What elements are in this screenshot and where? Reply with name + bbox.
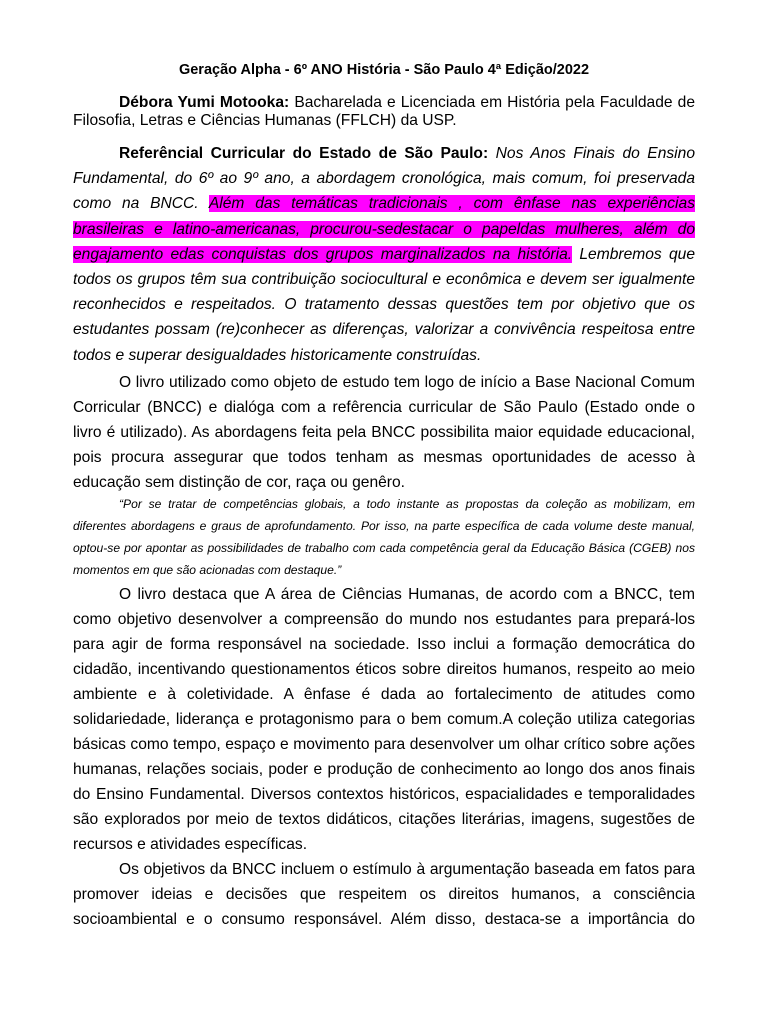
referencial-paragraph — [73, 141, 695, 368]
author-name: Débora Yumi Motooka: — [119, 94, 290, 111]
author-paragraph — [73, 94, 695, 130]
livro-paragraph: O livro utilizado como objeto de estudo tem logo de início a Base Nacional Comum Corricular (BNCC) e dialóga com a refêrencia curricular de São Paulo (Estado onde o livro é utilizado). As abordagens feita pela BNCC possibilita maior equidade educacional, pois procura assegurar que todos tenham as mesmas oportunidades de acesso à educação sem distinção de cor, raça ou genêro. — [73, 373, 695, 491]
destaca-paragraph: O livro destaca que A área de Ciências Humanas, de acordo com a BNCC, tem como objetivo desenvolver a compreensão do mundo nos estudantes para prepará-los para agir de forma responsável na sociedade. Isso inclui a formação democrática do cidadão, incentivando questionamentos éticos sobre direitos humanos, respeito ao meio ambiente e à coletividade. A ênfase é dada ao fortalecimento de atitudes como solidariedade, liderança e protagonismo para o bem comum.A coleção utiliza categorias básicas como tempo, espaço e movimento para desenvolver um olhar crítico sobre ações humanas, relações sociais, poder e produção de conhecimento ao longo dos anos finais do Ensino Fundamental. Diversos contextos históricos, espacialidades e temporalidades são explorados por meio de textos didáticos, citações literárias, imagens, sugestões de recursos e atividades específicas. — [73, 585, 695, 853]
highlighted-text: Além das temáticas tradicionais , com ênfase nas experiências brasileiras e latino-americanas, procurou-sedestacar o papeldas mulheres, além do engajamento edas conquistas dos grupos marginalizados na história. — [73, 195, 695, 263]
referencial-intro: Nos Anos Finais do Ensino Fundamental, do 6º ao 9º ano, a abordagem cronológica, mais comum, foi preservada como na BNCC. — [73, 145, 695, 213]
document-title: Geração Alpha - 6º ANO História - São Paulo 4ª Edição/2022 — [178, 62, 590, 78]
document-page — [73, 62, 695, 932]
author-bio: Bacharelada e Licenciada em História pela Faculdade de Filosofia, Letras e Ciências Humanas (FFLCH) da USP. — [73, 94, 696, 129]
objetivos-paragraph: Os objetivos da BNCC incluem o estímulo à argumentação baseada em fatos para promover ideias e decisões que respeitem os direitos humanos, a consciência socioambiental e o consumo responsável. Além disso, destaca-se a importância do — [73, 860, 695, 928]
referencial-heading: Referêncial Curricular do Estado de São Paulo: — [119, 145, 489, 162]
block-quote: “Por se tratar de competências globais, a todo instante as propostas da coleção as mobilizam, em diferentes abordagens e graus de aprofundamento. Por isso, na parte específica de cada volume deste manual, optou-se por apontar as possibilidades de trabalho com cada competência geral da Educação Básica (CGEB) nos momentos em que são acionadas com destaque.” — [73, 496, 695, 577]
referencial-rest: Lembremos que todos os grupos têm sua contribuição sociocultural e econômica e devem ser igualmente reconhecidos e respeitados. O tratamento dessas questões tem por objetivo que os estudantes possam (re)conhecer as diferenças, valorizar a convivência respeitosa entre todos e superar desigualdades historicamente construídas. — [73, 245, 695, 364]
